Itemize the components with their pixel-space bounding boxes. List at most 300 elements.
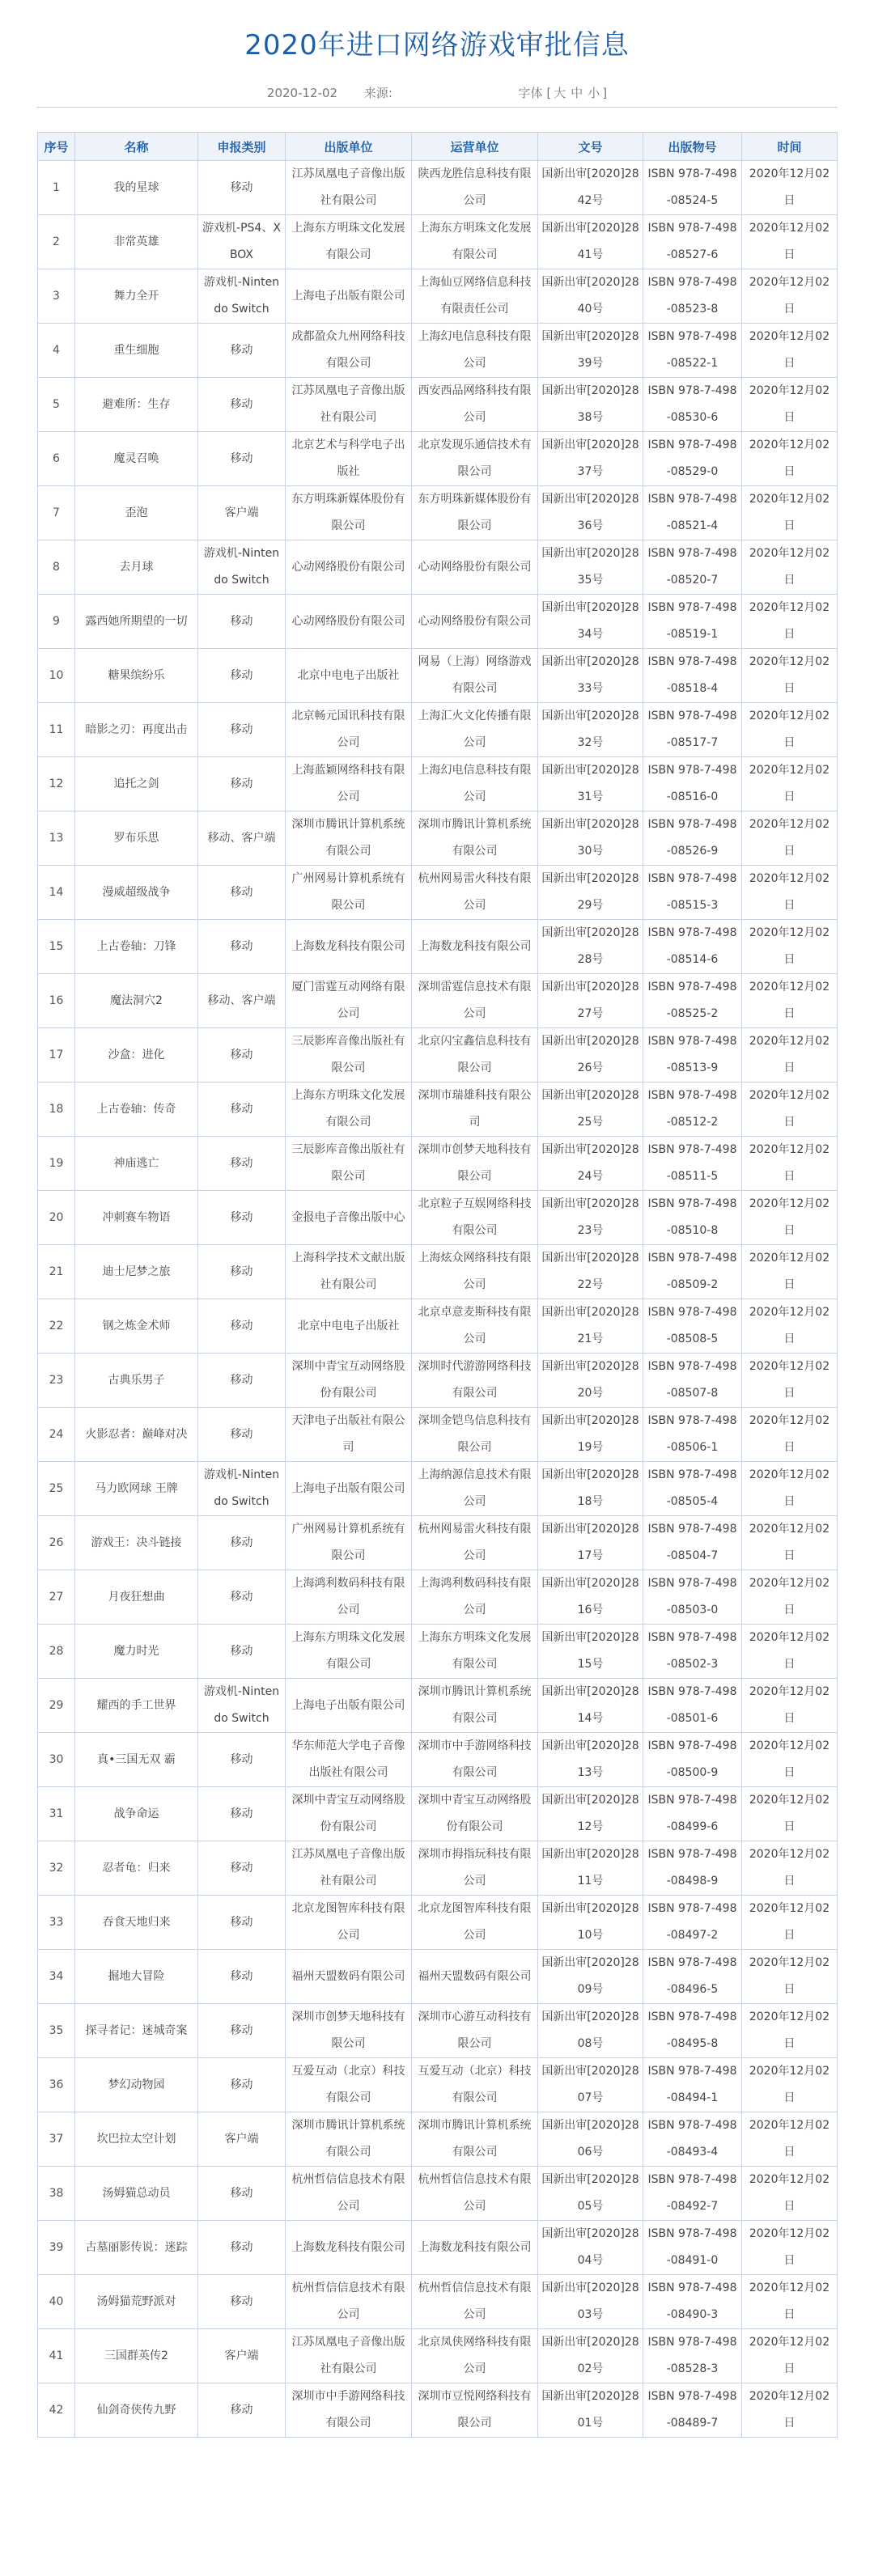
cell-category: 移动、客户端 bbox=[198, 811, 286, 866]
cell-approval-number: 国新出审[2020]2816号 bbox=[538, 1570, 643, 1625]
cell-date: 2020年12月02日 bbox=[742, 1841, 838, 1896]
cell-isbn: ISBN 978-7-498-08501-6 bbox=[643, 1679, 742, 1733]
cell-index: 15 bbox=[38, 920, 75, 974]
cell-date: 2020年12月02日 bbox=[742, 1733, 838, 1787]
cell-operator: 深圳市腾讯计算机系统有限公司 bbox=[412, 1679, 538, 1733]
cell-publisher: 上海东方明珠文化发展有限公司 bbox=[286, 1625, 412, 1679]
cell-index: 35 bbox=[38, 2004, 75, 2058]
cell-publisher: 江苏凤凰电子音像出版社有限公司 bbox=[286, 161, 412, 215]
bracket-close: ] bbox=[602, 86, 608, 100]
cell-operator: 上海纳源信息技术有限公司 bbox=[412, 1462, 538, 1516]
table-row bbox=[38, 2112, 838, 2167]
cell-approval-number: 国新出审[2020]2818号 bbox=[538, 1462, 643, 1516]
cell-approval-number: 国新出审[2020]2837号 bbox=[538, 432, 643, 486]
cell-date: 2020年12月02日 bbox=[742, 1191, 838, 1245]
approval-table bbox=[37, 132, 838, 2438]
cell-approval-number: 国新出审[2020]2824号 bbox=[538, 1137, 643, 1191]
cell-date: 2020年12月02日 bbox=[742, 1408, 838, 1462]
cell-category: 移动 bbox=[198, 161, 286, 215]
cell-publisher: 心动网络股份有限公司 bbox=[286, 595, 412, 649]
cell-name: 追托之剑 bbox=[75, 757, 198, 811]
cell-date: 2020年12月02日 bbox=[742, 324, 838, 378]
cell-index: 22 bbox=[38, 1299, 75, 1354]
table-row bbox=[38, 1191, 838, 1245]
header-isbn: 出版物号 bbox=[643, 133, 742, 161]
cell-index: 40 bbox=[38, 2275, 75, 2329]
cell-approval-number: 国新出审[2020]2829号 bbox=[538, 866, 643, 920]
cell-date: 2020年12月02日 bbox=[742, 378, 838, 432]
cell-approval-number: 国新出审[2020]2812号 bbox=[538, 1787, 643, 1841]
cell-operator: 北京卓意麦斯科技有限公司 bbox=[412, 1299, 538, 1354]
table-row bbox=[38, 1028, 838, 1083]
cell-isbn: ISBN 978-7-498-08510-8 bbox=[643, 1191, 742, 1245]
cell-index: 3 bbox=[38, 269, 75, 324]
cell-date: 2020年12月02日 bbox=[742, 757, 838, 811]
cell-publisher: 广州网易计算机系统有限公司 bbox=[286, 866, 412, 920]
cell-index: 14 bbox=[38, 866, 75, 920]
cell-date: 2020年12月02日 bbox=[742, 2167, 838, 2221]
cell-operator: 上海数龙科技有限公司 bbox=[412, 920, 538, 974]
cell-category: 移动 bbox=[198, 1245, 286, 1299]
cell-date: 2020年12月02日 bbox=[742, 2275, 838, 2329]
cell-isbn: ISBN 978-7-498-08491-0 bbox=[643, 2221, 742, 2275]
cell-name: 汤姆猫荒野派对 bbox=[75, 2275, 198, 2329]
cell-date: 2020年12月02日 bbox=[742, 161, 838, 215]
header-name: 名称 bbox=[75, 133, 198, 161]
cell-approval-number: 国新出审[2020]2809号 bbox=[538, 1950, 643, 2004]
cell-isbn: ISBN 978-7-498-08520-7 bbox=[643, 540, 742, 595]
cell-isbn: ISBN 978-7-498-08512-2 bbox=[643, 1083, 742, 1137]
header-index: 序号 bbox=[38, 133, 75, 161]
cell-approval-number: 国新出审[2020]2802号 bbox=[538, 2329, 643, 2383]
cell-date: 2020年12月02日 bbox=[742, 1787, 838, 1841]
cell-approval-number: 国新出审[2020]2813号 bbox=[538, 1733, 643, 1787]
table-row bbox=[38, 486, 838, 540]
cell-index: 5 bbox=[38, 378, 75, 432]
cell-date: 2020年12月02日 bbox=[742, 2004, 838, 2058]
cell-operator: 深圳市中手游网络科技有限公司 bbox=[412, 1733, 538, 1787]
cell-category: 游戏机-Nintendo Switch bbox=[198, 540, 286, 595]
cell-operator: 心动网络股份有限公司 bbox=[412, 595, 538, 649]
cell-category: 移动 bbox=[198, 703, 286, 757]
table-row bbox=[38, 1137, 838, 1191]
cell-category: 客户端 bbox=[198, 486, 286, 540]
cell-name: 上古卷轴：刀锋 bbox=[75, 920, 198, 974]
cell-category: 移动 bbox=[198, 649, 286, 703]
cell-name: 掘地大冒险 bbox=[75, 1950, 198, 2004]
cell-isbn: ISBN 978-7-498-08521-4 bbox=[643, 486, 742, 540]
cell-publisher: 金报电子音像出版中心 bbox=[286, 1191, 412, 1245]
cell-name: 三国群英传2 bbox=[75, 2329, 198, 2383]
cell-name: 汤姆猫总动员 bbox=[75, 2167, 198, 2221]
cell-isbn: ISBN 978-7-498-08492-7 bbox=[643, 2167, 742, 2221]
table-row bbox=[38, 703, 838, 757]
cell-isbn: ISBN 978-7-498-08496-5 bbox=[643, 1950, 742, 2004]
cell-publisher: 天津电子出版社有限公司 bbox=[286, 1408, 412, 1462]
cell-name: 暗影之刃：再度出击 bbox=[75, 703, 198, 757]
table-row bbox=[38, 269, 838, 324]
cell-isbn: ISBN 978-7-498-08506-1 bbox=[643, 1408, 742, 1462]
cell-index: 26 bbox=[38, 1516, 75, 1570]
cell-date: 2020年12月02日 bbox=[742, 540, 838, 595]
cell-date: 2020年12月02日 bbox=[742, 269, 838, 324]
cell-category: 游戏机-PS4、XBOX bbox=[198, 215, 286, 269]
table-row bbox=[38, 811, 838, 866]
table-row bbox=[38, 432, 838, 486]
cell-approval-number: 国新出审[2020]2820号 bbox=[538, 1354, 643, 1408]
cell-publisher: 上海电子出版有限公司 bbox=[286, 269, 412, 324]
table-row bbox=[38, 540, 838, 595]
cell-date: 2020年12月02日 bbox=[742, 595, 838, 649]
cell-date: 2020年12月02日 bbox=[742, 649, 838, 703]
cell-publisher: 厦门雷霆互动网络有限公司 bbox=[286, 974, 412, 1028]
cell-name: 战争命运 bbox=[75, 1787, 198, 1841]
cell-publisher: 深圳市创梦天地科技有限公司 bbox=[286, 2004, 412, 2058]
cell-category: 移动 bbox=[198, 1733, 286, 1787]
cell-operator: 深圳市心游互动科技有限公司 bbox=[412, 2004, 538, 2058]
cell-operator: 深圳市创梦天地科技有限公司 bbox=[412, 1137, 538, 1191]
cell-name: 我的星球 bbox=[75, 161, 198, 215]
cell-name: 月夜狂想曲 bbox=[75, 1570, 198, 1625]
cell-index: 42 bbox=[38, 2383, 75, 2438]
cell-isbn: ISBN 978-7-498-08514-6 bbox=[643, 920, 742, 974]
cell-date: 2020年12月02日 bbox=[742, 1950, 838, 2004]
table-row bbox=[38, 378, 838, 432]
cell-category: 游戏机-Nintendo Switch bbox=[198, 269, 286, 324]
cell-publisher: 深圳市腾讯计算机系统有限公司 bbox=[286, 2112, 412, 2167]
cell-publisher: 上海数龙科技有限公司 bbox=[286, 920, 412, 974]
cell-date: 2020年12月02日 bbox=[742, 1462, 838, 1516]
cell-operator: 杭州哲信信息技术有限公司 bbox=[412, 2275, 538, 2329]
cell-isbn: ISBN 978-7-498-08509-2 bbox=[643, 1245, 742, 1299]
cell-category: 移动 bbox=[198, 1787, 286, 1841]
cell-index: 12 bbox=[38, 757, 75, 811]
cell-approval-number: 国新出审[2020]2801号 bbox=[538, 2383, 643, 2438]
cell-index: 4 bbox=[38, 324, 75, 378]
cell-category: 移动 bbox=[198, 1299, 286, 1354]
divider bbox=[36, 107, 838, 108]
cell-approval-number: 国新出审[2020]2839号 bbox=[538, 324, 643, 378]
table-row bbox=[38, 2275, 838, 2329]
table-row bbox=[38, 1245, 838, 1299]
cell-category: 移动、客户端 bbox=[198, 974, 286, 1028]
cell-category: 移动 bbox=[198, 1570, 286, 1625]
cell-isbn: ISBN 978-7-498-08507-8 bbox=[643, 1354, 742, 1408]
header-operator: 运营单位 bbox=[412, 133, 538, 161]
cell-operator: 上海汇火文化传播有限公司 bbox=[412, 703, 538, 757]
cell-approval-number: 国新出审[2020]2805号 bbox=[538, 2167, 643, 2221]
table-row bbox=[38, 2058, 838, 2112]
cell-isbn: ISBN 978-7-498-08511-5 bbox=[643, 1137, 742, 1191]
cell-category: 移动 bbox=[198, 757, 286, 811]
article-meta bbox=[0, 84, 874, 101]
cell-index: 25 bbox=[38, 1462, 75, 1516]
cell-category: 移动 bbox=[198, 1625, 286, 1679]
header-date: 时间 bbox=[742, 133, 838, 161]
cell-name: 罗布乐思 bbox=[75, 811, 198, 866]
cell-index: 41 bbox=[38, 2329, 75, 2383]
cell-index: 30 bbox=[38, 1733, 75, 1787]
cell-publisher: 上海蓝颖网络科技有限公司 bbox=[286, 757, 412, 811]
cell-approval-number: 国新出审[2020]2803号 bbox=[538, 2275, 643, 2329]
cell-category: 移动 bbox=[198, 595, 286, 649]
cell-name: 神庙逃亡 bbox=[75, 1137, 198, 1191]
cell-index: 31 bbox=[38, 1787, 75, 1841]
cell-index: 9 bbox=[38, 595, 75, 649]
cell-publisher: 北京中电电子出版社 bbox=[286, 649, 412, 703]
cell-date: 2020年12月02日 bbox=[742, 703, 838, 757]
cell-approval-number: 国新出审[2020]2838号 bbox=[538, 378, 643, 432]
cell-operator: 上海数龙科技有限公司 bbox=[412, 2221, 538, 2275]
cell-isbn: ISBN 978-7-498-08495-8 bbox=[643, 2004, 742, 2058]
cell-operator: 北京粒子互娱网络科技有限公司 bbox=[412, 1191, 538, 1245]
cell-category: 移动 bbox=[198, 2221, 286, 2275]
table-row bbox=[38, 1787, 838, 1841]
cell-publisher: 上海东方明珠文化发展有限公司 bbox=[286, 215, 412, 269]
table-row bbox=[38, 2221, 838, 2275]
cell-isbn: ISBN 978-7-498-08505-4 bbox=[643, 1462, 742, 1516]
cell-category: 移动 bbox=[198, 2004, 286, 2058]
cell-operator: 深圳市豆悦网络科技有限公司 bbox=[412, 2383, 538, 2438]
cell-operator: 杭州哲信信息技术有限公司 bbox=[412, 2167, 538, 2221]
cell-publisher: 深圳市腾讯计算机系统有限公司 bbox=[286, 811, 412, 866]
cell-isbn: ISBN 978-7-498-08498-9 bbox=[643, 1841, 742, 1896]
cell-category: 移动 bbox=[198, 866, 286, 920]
cell-category: 移动 bbox=[198, 1896, 286, 1950]
table-row bbox=[38, 1841, 838, 1896]
cell-publisher: 江苏凤凰电子音像出版社有限公司 bbox=[286, 1841, 412, 1896]
table-row bbox=[38, 1516, 838, 1570]
font-size-large-link[interactable]: 大 bbox=[554, 86, 566, 100]
cell-operator: 上海东方明珠文化发展有限公司 bbox=[412, 1625, 538, 1679]
cell-isbn: ISBN 978-7-498-08504-7 bbox=[643, 1516, 742, 1570]
cell-isbn: ISBN 978-7-498-08525-2 bbox=[643, 974, 742, 1028]
cell-name: 梦幻动物园 bbox=[75, 2058, 198, 2112]
cell-index: 7 bbox=[38, 486, 75, 540]
cell-publisher: 广州网易计算机系统有限公司 bbox=[286, 1516, 412, 1570]
cell-index: 10 bbox=[38, 649, 75, 703]
cell-approval-number: 国新出审[2020]2806号 bbox=[538, 2112, 643, 2167]
cell-name: 糖果缤纷乐 bbox=[75, 649, 198, 703]
cell-operator: 深圳市腾讯计算机系统有限公司 bbox=[412, 811, 538, 866]
cell-date: 2020年12月02日 bbox=[742, 1299, 838, 1354]
cell-date: 2020年12月02日 bbox=[742, 2221, 838, 2275]
cell-index: 1 bbox=[38, 161, 75, 215]
cell-category: 移动 bbox=[198, 2383, 286, 2438]
cell-publisher: 上海电子出版有限公司 bbox=[286, 1462, 412, 1516]
cell-isbn: ISBN 978-7-498-08523-8 bbox=[643, 269, 742, 324]
cell-approval-number: 国新出审[2020]2822号 bbox=[538, 1245, 643, 1299]
cell-category: 移动 bbox=[198, 1083, 286, 1137]
cell-isbn: ISBN 978-7-498-08527-6 bbox=[643, 215, 742, 269]
cell-index: 27 bbox=[38, 1570, 75, 1625]
cell-name: 火影忍者：巅峰对决 bbox=[75, 1408, 198, 1462]
cell-operator: 深圳市瑞雄科技有限公司 bbox=[412, 1083, 538, 1137]
table-row bbox=[38, 215, 838, 269]
cell-name: 钢之炼金术师 bbox=[75, 1299, 198, 1354]
cell-date: 2020年12月02日 bbox=[742, 1570, 838, 1625]
cell-operator: 深圳中青宝互动网络股份有限公司 bbox=[412, 1787, 538, 1841]
cell-name: 游戏王：决斗链接 bbox=[75, 1516, 198, 1570]
cell-name: 避难所：生存 bbox=[75, 378, 198, 432]
cell-category: 移动 bbox=[198, 432, 286, 486]
cell-isbn: ISBN 978-7-498-08497-2 bbox=[643, 1896, 742, 1950]
cell-category: 移动 bbox=[198, 2058, 286, 2112]
cell-publisher: 三辰影库音像出版社有限公司 bbox=[286, 1028, 412, 1083]
cell-approval-number: 国新出审[2020]2841号 bbox=[538, 215, 643, 269]
cell-operator: 网易（上海）网络游戏有限公司 bbox=[412, 649, 538, 703]
cell-index: 36 bbox=[38, 2058, 75, 2112]
cell-publisher: 互爱互动（北京）科技有限公司 bbox=[286, 2058, 412, 2112]
table-row bbox=[38, 1950, 838, 2004]
cell-date: 2020年12月02日 bbox=[742, 1896, 838, 1950]
cell-approval-number: 国新出审[2020]2821号 bbox=[538, 1299, 643, 1354]
cell-date: 2020年12月02日 bbox=[742, 920, 838, 974]
cell-approval-number: 国新出审[2020]2834号 bbox=[538, 595, 643, 649]
cell-index: 32 bbox=[38, 1841, 75, 1896]
cell-index: 18 bbox=[38, 1083, 75, 1137]
cell-publisher: 华东师范大学电子音像出版社有限公司 bbox=[286, 1733, 412, 1787]
cell-publisher: 深圳市中手游网络科技有限公司 bbox=[286, 2383, 412, 2438]
table-row bbox=[38, 920, 838, 974]
cell-publisher: 东方明珠新媒体股份有限公司 bbox=[286, 486, 412, 540]
cell-name: 魔灵召唤 bbox=[75, 432, 198, 486]
cell-publisher: 北京龙图智库科技有限公司 bbox=[286, 1896, 412, 1950]
cell-date: 2020年12月02日 bbox=[742, 2383, 838, 2438]
cell-isbn: ISBN 978-7-498-08530-6 bbox=[643, 378, 742, 432]
cell-date: 2020年12月02日 bbox=[742, 486, 838, 540]
header-publisher: 出版单位 bbox=[286, 133, 412, 161]
cell-isbn: ISBN 978-7-498-08502-3 bbox=[643, 1625, 742, 1679]
cell-publisher: 北京畅元国讯科技有限公司 bbox=[286, 703, 412, 757]
cell-isbn: ISBN 978-7-498-08522-1 bbox=[643, 324, 742, 378]
table-row bbox=[38, 1625, 838, 1679]
cell-isbn: ISBN 978-7-498-08518-4 bbox=[643, 649, 742, 703]
cell-isbn: ISBN 978-7-498-08529-0 bbox=[643, 432, 742, 486]
cell-approval-number: 国新出审[2020]2825号 bbox=[538, 1083, 643, 1137]
cell-operator: 北京发现乐通信技术有限公司 bbox=[412, 432, 538, 486]
cell-operator: 杭州网易雷火科技有限公司 bbox=[412, 1516, 538, 1570]
cell-isbn: ISBN 978-7-498-08516-0 bbox=[643, 757, 742, 811]
cell-isbn: ISBN 978-7-498-08499-6 bbox=[643, 1787, 742, 1841]
cell-category: 移动 bbox=[198, 1191, 286, 1245]
table-row bbox=[38, 866, 838, 920]
cell-approval-number: 国新出审[2020]2840号 bbox=[538, 269, 643, 324]
table-row bbox=[38, 1570, 838, 1625]
cell-approval-number: 国新出审[2020]2811号 bbox=[538, 1841, 643, 1896]
cell-name: 露西她所期望的一切 bbox=[75, 595, 198, 649]
cell-publisher: 上海电子出版有限公司 bbox=[286, 1679, 412, 1733]
cell-approval-number: 国新出审[2020]2815号 bbox=[538, 1625, 643, 1679]
cell-index: 16 bbox=[38, 974, 75, 1028]
table-row bbox=[38, 1462, 838, 1516]
cell-name: 古墓丽影传说：迷踪 bbox=[75, 2221, 198, 2275]
cell-date: 2020年12月02日 bbox=[742, 1028, 838, 1083]
table-row bbox=[38, 1354, 838, 1408]
table-row bbox=[38, 2329, 838, 2383]
table-header-row bbox=[38, 133, 838, 161]
cell-category: 移动 bbox=[198, 2275, 286, 2329]
cell-operator: 西安西品网络科技有限公司 bbox=[412, 378, 538, 432]
cell-approval-number: 国新出审[2020]2831号 bbox=[538, 757, 643, 811]
cell-isbn: ISBN 978-7-498-08515-3 bbox=[643, 866, 742, 920]
cell-index: 37 bbox=[38, 2112, 75, 2167]
cell-operator: 心动网络股份有限公司 bbox=[412, 540, 538, 595]
cell-publisher: 上海数龙科技有限公司 bbox=[286, 2221, 412, 2275]
cell-category: 移动 bbox=[198, 1137, 286, 1191]
cell-operator: 深圳市腾讯计算机系统有限公司 bbox=[412, 2112, 538, 2167]
cell-isbn: ISBN 978-7-498-08503-0 bbox=[643, 1570, 742, 1625]
cell-isbn: ISBN 978-7-498-08489-7 bbox=[643, 2383, 742, 2438]
cell-index: 13 bbox=[38, 811, 75, 866]
cell-name: 歪泡 bbox=[75, 486, 198, 540]
cell-name: 仙剑奇侠传九野 bbox=[75, 2383, 198, 2438]
table-row bbox=[38, 649, 838, 703]
cell-name: 古典乐男子 bbox=[75, 1354, 198, 1408]
cell-date: 2020年12月02日 bbox=[742, 1083, 838, 1137]
source-label: 来源: bbox=[363, 86, 392, 100]
cell-category: 移动 bbox=[198, 1516, 286, 1570]
cell-name: 非常英雄 bbox=[75, 215, 198, 269]
cell-date: 2020年12月02日 bbox=[742, 1625, 838, 1679]
cell-category: 移动 bbox=[198, 1408, 286, 1462]
header-category: 申报类别 bbox=[198, 133, 286, 161]
cell-approval-number: 国新出审[2020]2842号 bbox=[538, 161, 643, 215]
cell-approval-number: 国新出审[2020]2830号 bbox=[538, 811, 643, 866]
cell-index: 8 bbox=[38, 540, 75, 595]
cell-approval-number: 国新出审[2020]2817号 bbox=[538, 1516, 643, 1570]
cell-name: 冲刺赛车物语 bbox=[75, 1191, 198, 1245]
cell-category: 客户端 bbox=[198, 2329, 286, 2383]
cell-name: 真•三国无双 霸 bbox=[75, 1733, 198, 1787]
cell-category: 移动 bbox=[198, 1841, 286, 1896]
cell-operator: 上海幻电信息科技有限公司 bbox=[412, 324, 538, 378]
table-row bbox=[38, 1299, 838, 1354]
cell-approval-number: 国新出审[2020]2807号 bbox=[538, 2058, 643, 2112]
cell-index: 39 bbox=[38, 2221, 75, 2275]
cell-operator: 北京闪宝鑫信息科技有限公司 bbox=[412, 1028, 538, 1083]
cell-approval-number: 国新出审[2020]2832号 bbox=[538, 703, 643, 757]
cell-date: 2020年12月02日 bbox=[742, 1516, 838, 1570]
font-size-small-link[interactable]: 小 bbox=[588, 86, 600, 100]
cell-category: 移动 bbox=[198, 1354, 286, 1408]
cell-approval-number: 国新出审[2020]2810号 bbox=[538, 1896, 643, 1950]
cell-isbn: ISBN 978-7-498-08519-1 bbox=[643, 595, 742, 649]
cell-publisher: 深圳中青宝互动网络股份有限公司 bbox=[286, 1787, 412, 1841]
table-body bbox=[38, 161, 838, 2438]
font-size-medium-link[interactable]: 中 bbox=[571, 86, 583, 100]
cell-index: 19 bbox=[38, 1137, 75, 1191]
cell-index: 20 bbox=[38, 1191, 75, 1245]
cell-name: 舞力全开 bbox=[75, 269, 198, 324]
table-row bbox=[38, 2167, 838, 2221]
cell-name: 魔法洞穴2 bbox=[75, 974, 198, 1028]
cell-publisher: 北京艺术与科学电子出版社 bbox=[286, 432, 412, 486]
cell-isbn: ISBN 978-7-498-08500-9 bbox=[643, 1733, 742, 1787]
cell-index: 29 bbox=[38, 1679, 75, 1733]
bracket-open: [ bbox=[546, 86, 552, 100]
cell-category: 移动 bbox=[198, 2167, 286, 2221]
cell-operator: 上海仙豆网络信息科技有限责任公司 bbox=[412, 269, 538, 324]
cell-name: 上古卷轴：传奇 bbox=[75, 1083, 198, 1137]
cell-operator: 深圳市拇指玩科技有限公司 bbox=[412, 1841, 538, 1896]
cell-publisher: 上海鸿利数码科技有限公司 bbox=[286, 1570, 412, 1625]
cell-name: 马力欧网球 王牌 bbox=[75, 1462, 198, 1516]
cell-index: 33 bbox=[38, 1896, 75, 1950]
cell-category: 移动 bbox=[198, 378, 286, 432]
cell-approval-number: 国新出审[2020]2835号 bbox=[538, 540, 643, 595]
cell-operator: 深圳时代游游网络科技有限公司 bbox=[412, 1354, 538, 1408]
